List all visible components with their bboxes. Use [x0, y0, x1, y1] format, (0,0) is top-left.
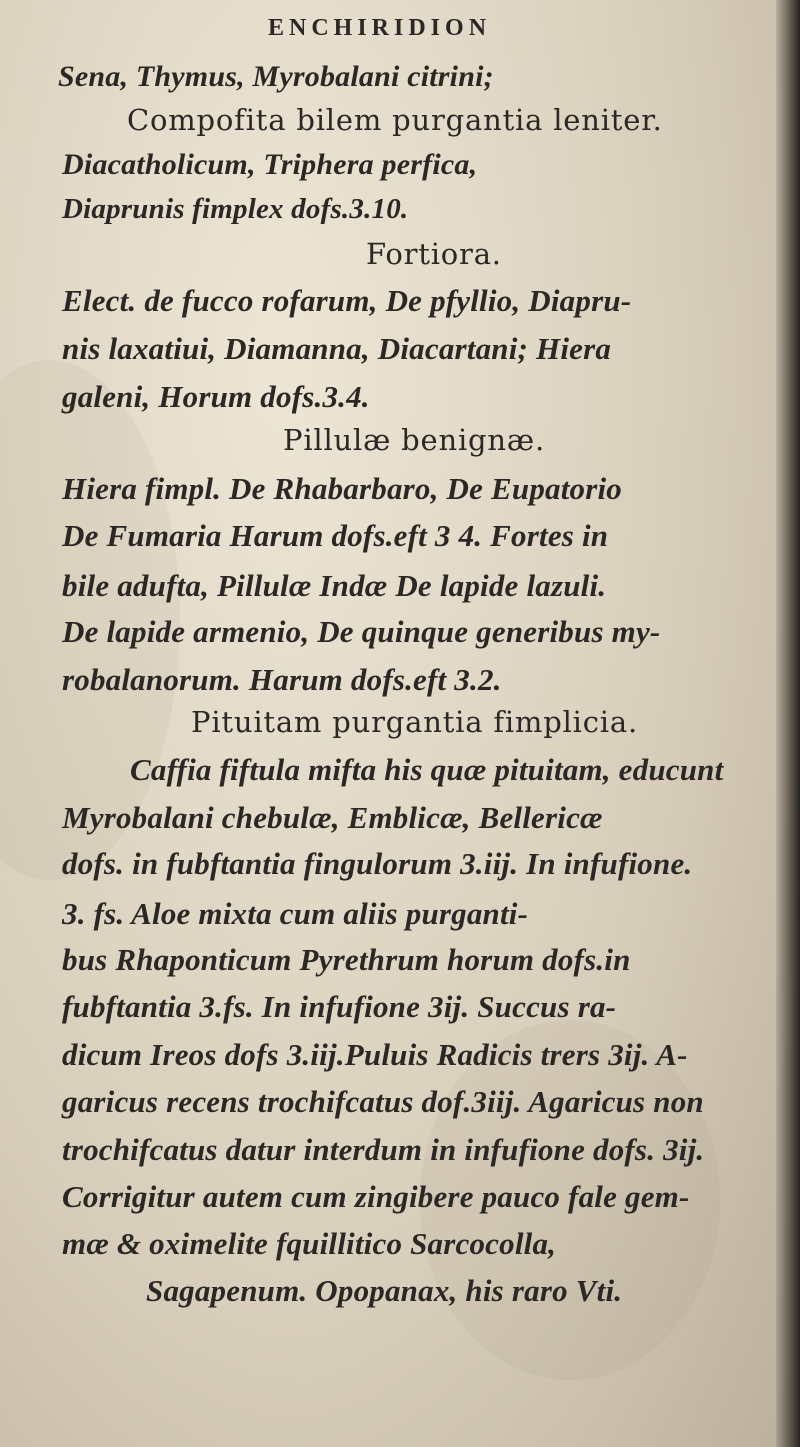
- text-line: galeni, Horum dofs.3.4.: [62, 379, 370, 414]
- page-header: ENCHIRIDION: [268, 15, 492, 41]
- text-line: De Fumaria Harum dofs.eft 3 4. Fortes in: [62, 518, 609, 553]
- text-line: trochifcatus datur interdum in infufione dofs. 3ij.: [62, 1132, 705, 1167]
- text-line: dicum Ireos dofs 3.iij.Puluis Radicis trers 3ij. A-: [62, 1037, 688, 1072]
- text-line: dofs. in fubftantia fingulorum 3.iij. In infufione.: [62, 846, 693, 881]
- text-line: mæ & oximelite fquillitico Sarcocolla,: [62, 1226, 557, 1261]
- section-heading: Fortiora.: [366, 237, 502, 271]
- section-heading: Pillulæ benignæ.: [283, 423, 545, 457]
- text-line: Elect. de fucco rofarum, De pfyllio, Diapru-: [62, 283, 632, 318]
- book-gutter: [776, 0, 800, 1447]
- text-line: Caffia fiftula mifta his quæ pituitam, educunt: [130, 752, 724, 787]
- text-line: Corrigitur autem cum zingibere pauco fale gem-: [62, 1179, 690, 1214]
- text-line: Diacatholicum, Triphera perfica,: [62, 148, 478, 181]
- text-line: bus Rhaponticum Pyrethrum horum dofs.in: [62, 942, 631, 977]
- text-line: Sena, Thymus, Myrobalani citrini;: [58, 60, 494, 93]
- section-heading: Pituitam purgantia fimplicia.: [191, 705, 638, 739]
- text-line: robalanorum. Harum dofs.eft 3.2.: [62, 662, 502, 697]
- text-line: nis laxatiui, Diamanna, Diacartani; Hiera: [62, 331, 612, 366]
- text-line: De lapide armenio, De quinque generibus my-: [62, 614, 661, 649]
- text-line: garicus recens trochifcatus dof.3iij. Agaricus non: [62, 1084, 704, 1119]
- text-line: Myrobalani chebulæ, Emblicæ, Bellericæ: [62, 800, 603, 835]
- text-line: Diaprunis fimplex dofs.3.10.: [62, 193, 409, 225]
- text-line: Sagapenum. Opopanax, his raro Vti.: [146, 1273, 623, 1308]
- section-heading: Compofita bilem purgantia leniter.: [127, 103, 663, 137]
- text-line: 3. fs. Aloe mixta cum aliis purganti-: [62, 896, 529, 931]
- text-line: bile adufta, Pillulæ Indæ De lapide lazuli.: [62, 568, 607, 603]
- text-line: fubftantia 3.fs. In infufione 3ij. Succus ra-: [62, 989, 617, 1024]
- text-line: Hiera fimpl. De Rhabarbaro, De Eupatorio: [62, 471, 623, 506]
